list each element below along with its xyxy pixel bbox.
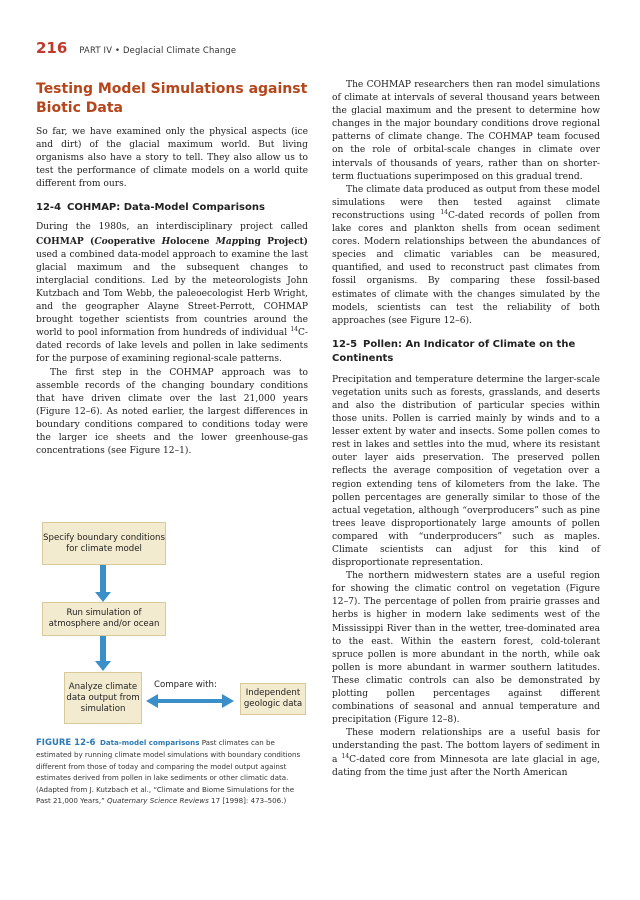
p5-text-a: These modern relationships are a useful basis for understanding the past. The bottom layers of sediment in a <box>332 728 600 765</box>
term-part: olocene <box>170 235 216 247</box>
first-step-paragraph: The first step in the COHMAP approach was to assemble records of the changing boundary conditions that have driven climate over the last 21,000 years (Figure 12–6). As noted earlier, the largest differences in boundary conditions compared to conditions today were the larger ice sheets and the lower greenhouse-gas concentrations (see Figure 12–1). <box>36 367 308 457</box>
figure-12-6-diagram <box>36 522 308 727</box>
figure-label: FIGURE 12-6 <box>36 738 96 748</box>
subsection-title-line-1: Pollen: An Indicator of Climate on the <box>363 338 576 350</box>
term-initials: Map <box>215 235 239 247</box>
pollen-paragraph: Precipitation and temperature determine the larger-scale vegetation units such as forests, grasslands, and deserts and also the distribution of particular species within those units. Pollen is carried mainly by winds and to a lesser extent by water and insects. Some pollen comes to rest in lakes and settles into the mud, where its resistant outer layer aids preservation. The preserved pollen reflects the average composition of vegetation over a region extending tens of kilometers from the lake. The pollen percentages are generally similar to those of the actual vegetation, although “overproducers” such as pine trees leave disproportionately large amounts of pollen compared with “underproducers” such as maples. Climate scientists can adjust for this kind of disproportionate representation. <box>332 374 600 569</box>
figure-caption <box>36 737 308 806</box>
running-head-text: PART IV • Deglacial Climate Change <box>79 45 237 55</box>
subsection-12-5-heading <box>332 338 600 366</box>
box-run-simulation: Run simulation of atmosphere and/or ocean <box>42 602 166 636</box>
p2-text-a: The climate data produced as output from these model simulations were then tested against climate reconstructions using <box>332 184 600 221</box>
p1-text-c: C-dated records of lake levels and pollen in lake sediments for the purpose of examining regional-scale patterns. <box>36 328 308 365</box>
isotope-superscript: 14 <box>290 326 298 334</box>
term-initials: Co <box>94 235 108 247</box>
cohmap-term <box>36 236 308 247</box>
page-number: 216 <box>36 39 68 57</box>
subsection-number: 12-4 <box>36 202 62 214</box>
citation-end: 17 [1998]: 473–506.) <box>208 796 287 806</box>
term-part: operative <box>107 235 162 247</box>
midwest-paragraph: The northern midwestern states are a useful region for showing the climatic control on vegetation (Figure 12–7). The percentage of pollen from prairie grasses and herbs is higher in modern lake sediments west of the Mississippi River than in the wetter, tree-dominated area to the east. Within the eastern forest, cold-tolerant spruce pollen is more abundant in the north, while oak pollen is more abundant in warmer southern latitudes. These climatic controls can also be demonstrated by plotting pollen percentages against different combinations of seasonal and annual temperature and precipitation (Figure 12–8). <box>332 571 600 726</box>
p1-text-a: During the 1980s, an interdisciplinary project called <box>36 222 308 233</box>
box-specify-boundary-conditions: Specify boundary conditions for climate model <box>42 522 166 565</box>
subsection-number: 12-5 <box>332 338 358 350</box>
p2-text-b: C-dated records of pollen from lake cores and plankton shells from ocean sediment cores. Modern relationships between the abundances of species and climatic variables can be measured, quantified, and used to reconstruct past climates from fossil organisms. By comparing these fossil-based estimates of climate with the changes simulated by the models, scientists can test the reliability of both approaches (see Figure 12–6). <box>332 210 600 326</box>
modern-relationships-paragraph <box>332 727 600 779</box>
tested-paragraph <box>332 184 600 328</box>
compare-with-label: Compare with: <box>154 680 217 690</box>
down-arrow-icon <box>95 565 111 602</box>
term-initials: H <box>161 235 171 247</box>
figure-title: Data-model comparisons <box>99 738 200 747</box>
box-independent-geologic-data: Independent geologic data <box>240 683 306 715</box>
journal-name: Quaternary Science Reviews <box>107 796 209 806</box>
simulation-paragraph: The COHMAP researchers then ran model simulations of climate at intervals of several thousand years between the glacial maximum and the present to determine how changes in the major boundary conditions drove regional patterns of climate change. The COHMAP team focused on the role of orbital-scale changes in climate over intervals of thousands of years, rather than on shorter-term fluctuations superimposed on this gradual trend. <box>332 80 600 182</box>
intro-paragraph: So far, we have examined only the physical aspects (ice and dirt) of the glacial maximum world. But living organisms also have a story to tell. They also allow us to test the performance of climate models on a world quite different from ours. <box>36 127 308 190</box>
cohmap-paragraph <box>36 221 308 366</box>
box-analyze-output: Analyze climate data output from simulation <box>64 672 142 724</box>
left-column <box>36 80 308 458</box>
subsection-title-line-2: Continents <box>332 352 394 364</box>
section-title-line-1: Testing Model Simulations against <box>36 81 308 97</box>
section-title-line-2: Biotic Data <box>36 100 123 116</box>
double-arrow-icon <box>146 694 234 708</box>
section-title <box>36 80 308 118</box>
running-header <box>36 39 236 57</box>
caption-text: Past climates can be estimated by running climate model simulations with boundary conditions different from those of today and comparing the model output against estimates derived from pollen in lake sediments or other climatic data. (Adapted from J. Kutzbach et al., “Climate and Biome Simulations for the Past 21,000 Years,” <box>36 738 301 806</box>
isotope-superscript: 14 <box>440 208 448 216</box>
term-part: ping Project) <box>238 235 308 247</box>
term-part: COHMAP ( <box>36 235 95 247</box>
subsection-12-4-heading <box>36 201 308 215</box>
isotope-superscript: 14 <box>341 752 350 760</box>
subsection-title: COHMAP: Data-Model Comparisons <box>67 202 265 214</box>
p1-text-b: used a combined data-model approach to examine the last glacial maximum and the subsequent changes to interglacial conditions. Led by the meteorologists John Kutzbach and Tom Webb, the paleoecologist Herb Wright, and the geographer Alayne Street-Perrott, COHMAP brought together scientists from countries around the world to pool information from hundreds of individual <box>36 249 308 339</box>
down-arrow-icon <box>95 636 111 671</box>
right-column <box>332 79 600 780</box>
p5-text-b: C-dated core from Minnesota are late glacial in age, dating from the time just after the North American <box>332 754 600 778</box>
